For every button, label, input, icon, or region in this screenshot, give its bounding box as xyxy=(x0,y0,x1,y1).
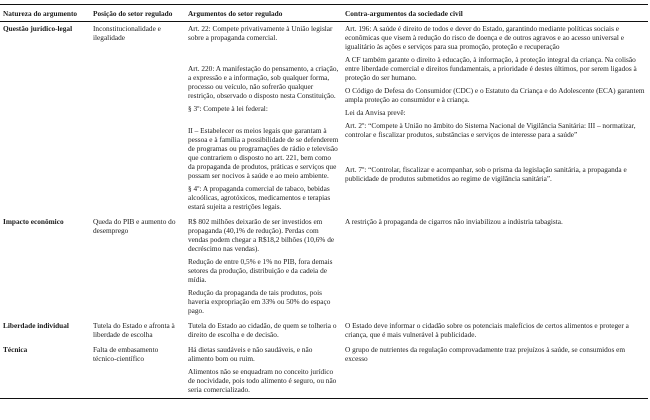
argument-text: Tutela do Estado ao cidadão, de quem se tolheria o direito de escolha e de decisão. xyxy=(188,321,337,339)
header-arguments: Argumentos do setor regulado xyxy=(188,9,283,18)
argument-text: Art. 220: A manifestação do pensamento, a criação, a expressão e a informação, sob qualquer forma, processo ou veículo, não sofrerão qualquer restrição, observado o disposto nesta Constituição. xyxy=(188,64,339,100)
nature-cell: Técnica xyxy=(3,345,28,354)
header-position: Posição do setor regulado xyxy=(93,9,173,18)
argument-text: Há dietas saudáveis e não saudáveis, e não alimento bom ou ruim. xyxy=(188,345,313,363)
table-row xyxy=(0,343,648,399)
table-row xyxy=(0,215,648,319)
counter-argument-text: A CF também garante o direito à educação, à informação, à proteção integral da criança. Na colisão entre liberdade comercial e direitos fundamentais, a prioridade é destes últimos, por serem ligados à proteção do ser humano. xyxy=(345,55,637,82)
argument-text: § 3º: Compete à lei federal: xyxy=(188,104,268,113)
arguments-cell xyxy=(185,319,342,343)
table-row xyxy=(0,22,648,216)
counter-argument-text: O Estado deve informar o cidadão sobre os potenciais malefícios de certos alimentos e proteger a criança, que é mais vulnerável à publicidade. xyxy=(345,321,629,339)
counter-arguments-cell xyxy=(342,343,648,399)
position-cell: Inconstitucionalidade e ilegalidade xyxy=(93,24,161,42)
counter-argument-text: Art. 2º: “Compete à União no âmbito do Sistema Nacional de Vigilância Sanitária: III – normatizar, controlar e fiscalizar produtos, substâncias e serviços de interesse para a saúde” xyxy=(345,121,636,139)
argument-text: II – Estabelecer os meios legais que garantam à pessoa e à família a possibilidade de se defenderem de programas ou programações de rádio e televisão que contrariem o disposto no art. 221, bem como da propaganda de produtos, práticas e serviços que possam ser nocivos à saúde e ao meio ambiente. xyxy=(188,126,339,180)
arguments-cell xyxy=(185,343,342,399)
counter-argument-text: Art. 7º: “Controlar, fiscalizar e acompanhar, sob o prisma da legislação sanitária, a propaganda e publicidade de produtos submetidos ao regime de vigilância sanitária”. xyxy=(345,165,627,183)
arguments-cell xyxy=(185,215,342,319)
table-row xyxy=(0,319,648,343)
header-nature: Natureza do argumento xyxy=(3,9,78,18)
argument-text: Alimentos não se enquadram no conceito jurídico de nocividade, pois todo alimento é seguro, ou não seria comercializado. xyxy=(188,367,337,394)
position-cell: Falta de embasamento técnico-científico xyxy=(93,345,159,363)
argument-text: Redução da propaganda de tais produtos, pois haveria expropriação em 33% ou 50% do espaço pago. xyxy=(188,288,331,315)
counter-argument-text: O grupo de nutrientes da regulação comprovadamente traz prejuízos à saúde, se consumidos em excesso xyxy=(345,345,626,363)
counter-arguments-cell xyxy=(342,319,648,343)
argument-text: § 4º: A propaganda comercial de tabaco, bebidas alcoólicas, agrotóxicos, medicamentos e terapias estará sujeita a restrições legais. xyxy=(188,184,331,211)
nature-cell: Liberdade individual xyxy=(3,321,69,330)
argument-text: Art. 22: Compete privativamente à União legislar sobre a propaganda comercial. xyxy=(188,24,333,42)
counter-argument-text: A restrição à propaganda de cigarros não inviabilizou a indústria tabagista. xyxy=(345,217,563,226)
counter-argument-text: Art. 196: A saúde é direito de todos e dever do Estado, garantindo mediante políticas sociais e econômicas que visem à redução do risco de doença e de outros agravos e ao acesso universal e igualitário às ações e serviços para sua promoção, proteção e recuperação xyxy=(345,24,624,51)
argument-text: R$ 802 milhões deixarão de ser investidos em propaganda (40,1% de redução). Perdas com vendas podem chegar a R$18,2 bilhões (10,6% de decréscimo nas vendas). xyxy=(188,217,335,253)
argument-text: Redução de entre 0,5% e 1% no PIB, fora demais setores da produção, distribuição e da cadeia de mídia. xyxy=(188,257,333,284)
counter-argument-text: O Código de Defesa do Consumidor (CDC) e o Estatuto da Criança e do Adolescente (ECA) garantem ampla proteção ao consumidor e à criança. xyxy=(345,86,645,104)
table-header-row xyxy=(0,5,648,22)
position-cell: Queda do PIB e aumento do desemprego xyxy=(93,217,176,235)
counter-arguments-cell xyxy=(342,215,648,319)
nature-cell: Impacto econômico xyxy=(3,217,64,226)
arguments-cell xyxy=(185,22,342,216)
nature-cell: Questão jurídico-legal xyxy=(3,24,73,33)
arguments-table xyxy=(0,4,648,399)
counter-argument-text: Lei da Anvisa prevê: xyxy=(345,108,406,117)
counter-arguments-cell xyxy=(342,22,648,216)
position-cell: Tutela do Estado e afronta à liberdade de escolha xyxy=(93,321,175,339)
header-counter-arguments: Contra-argumentos da sociedade civil xyxy=(345,9,463,18)
